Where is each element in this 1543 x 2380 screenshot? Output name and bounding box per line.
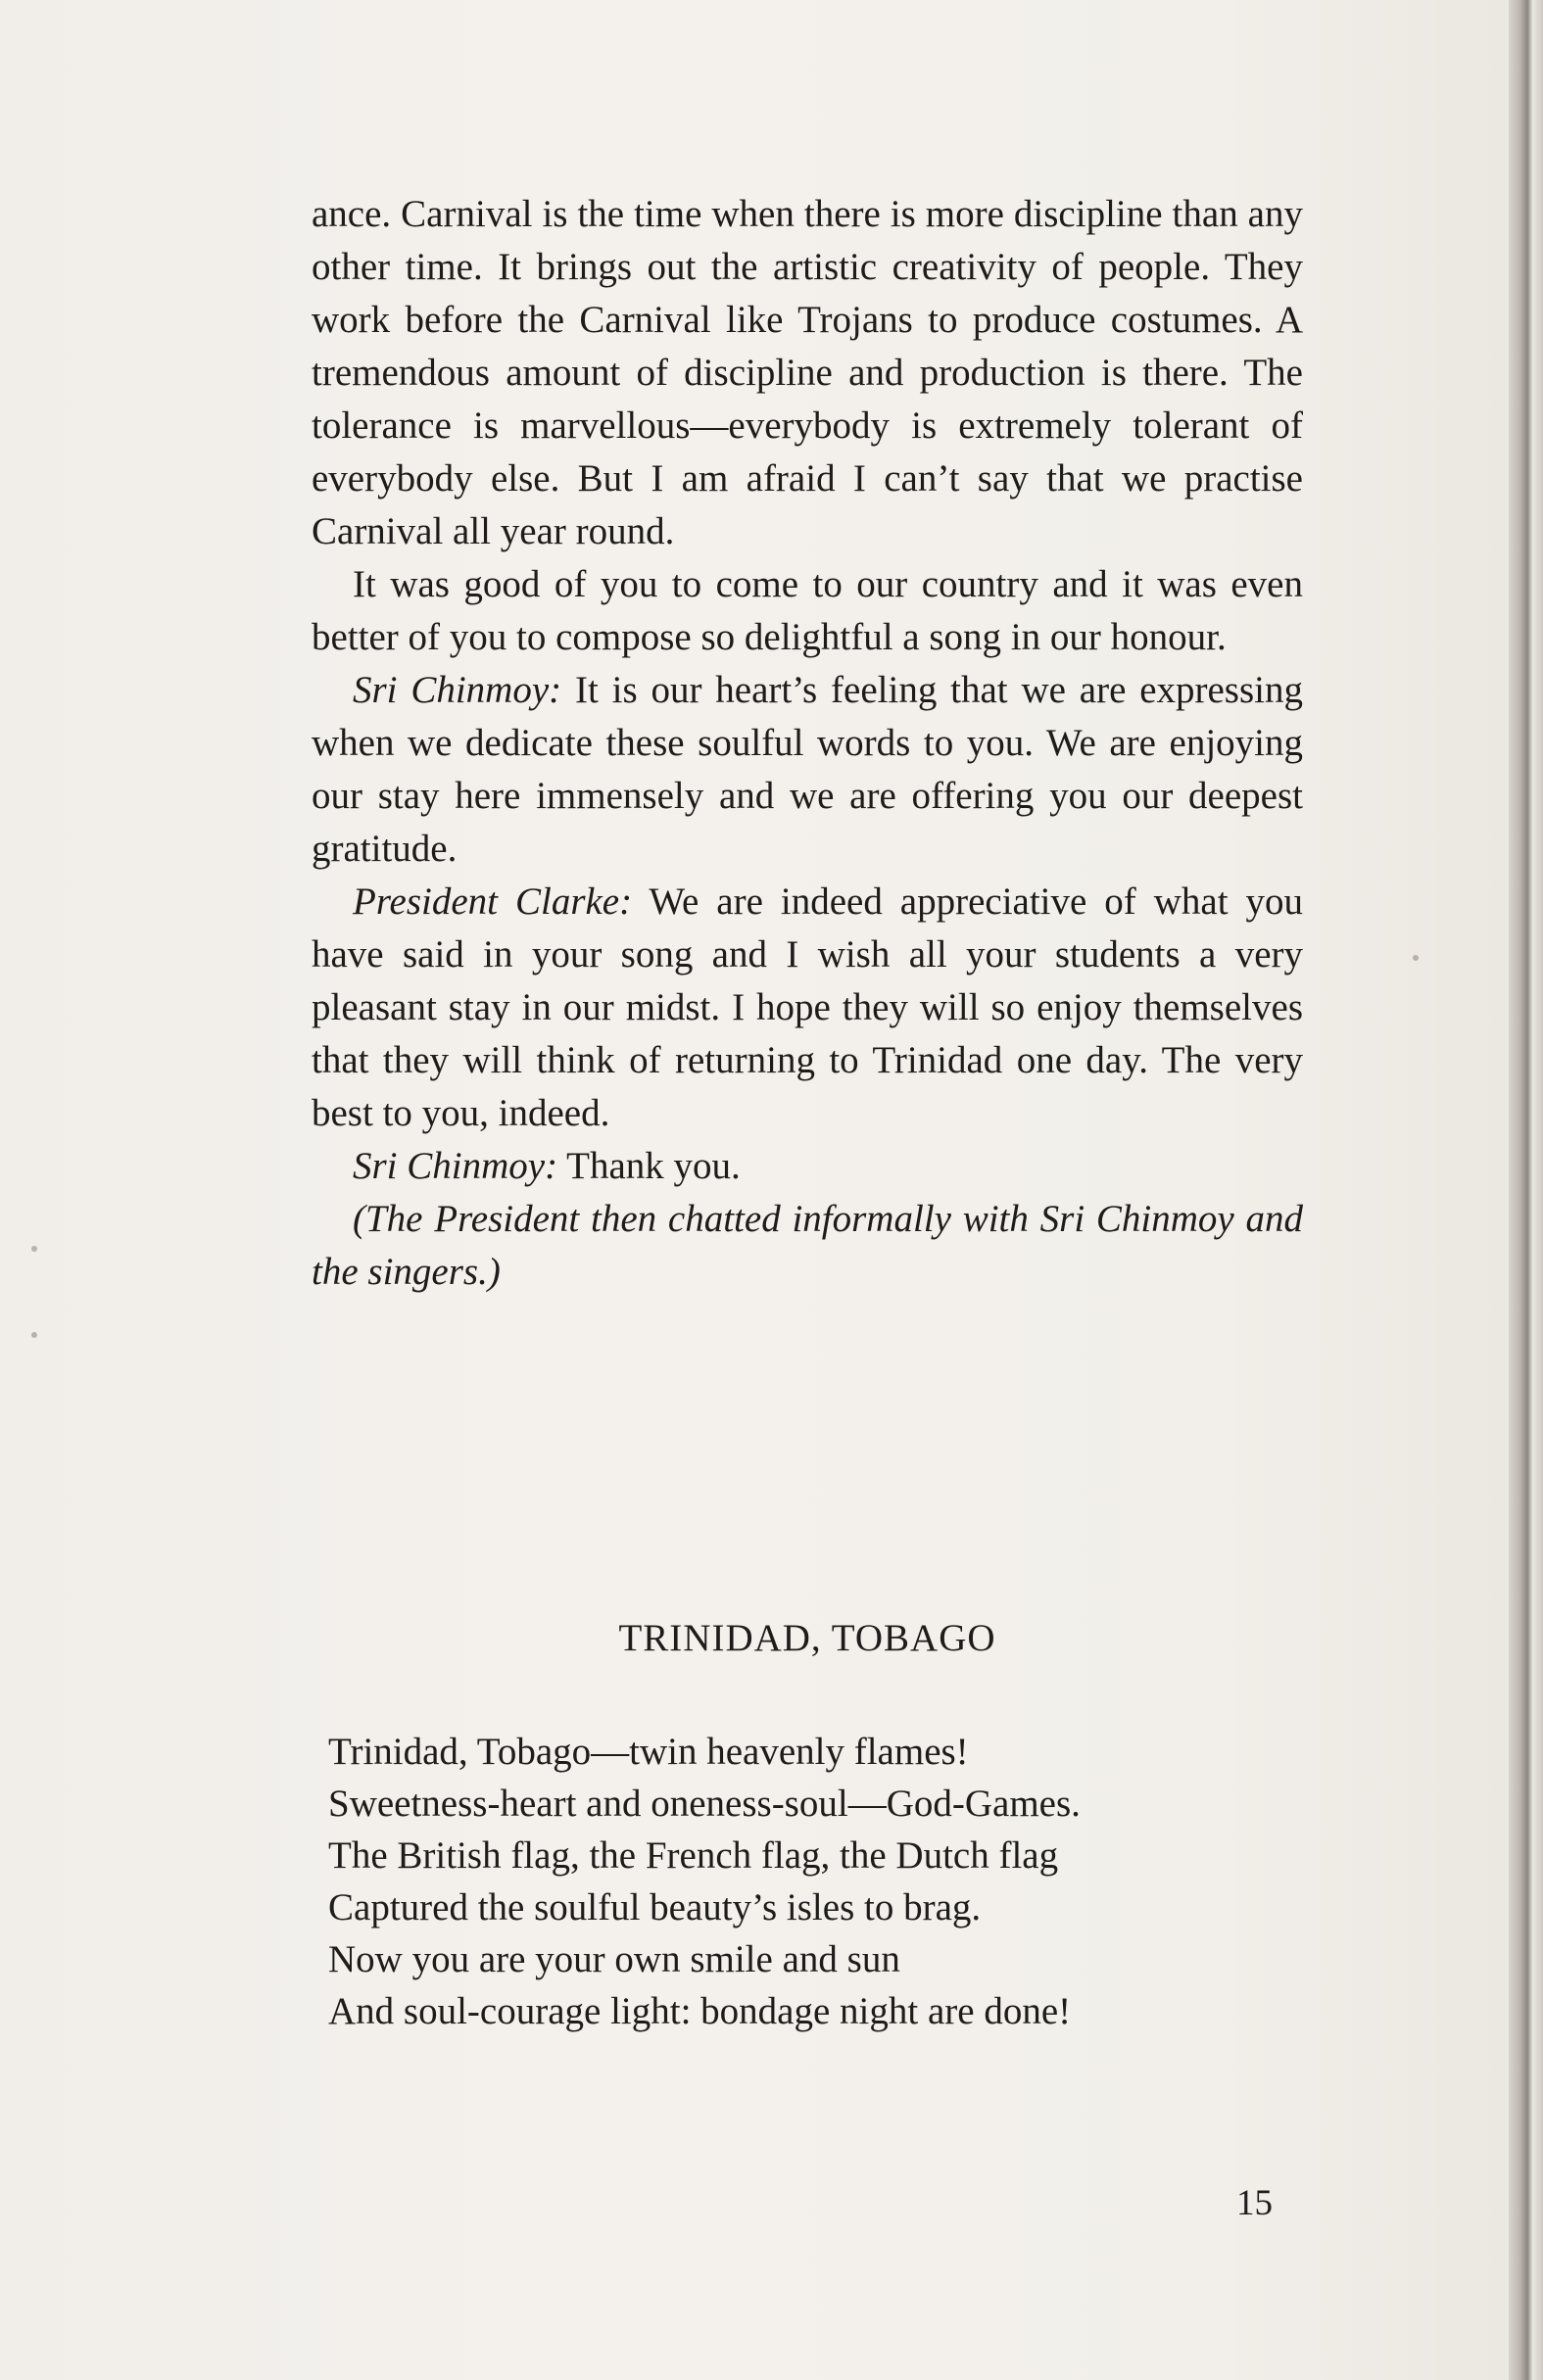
paragraph-text: We are indeed appreciative of what you have said in your song and I wish all your students a very pleasant stay in our midst. I hope they will so enjoy themselves that they will think of returning to Trinidad one day. The very best to you, indeed.: [312, 881, 1303, 1134]
page-mark: [31, 1246, 37, 1252]
paragraph-text: Thank you.: [557, 1145, 741, 1187]
speaker-name: Sri Chinmoy:: [353, 669, 562, 711]
paragraph-text: ance. Carnival is the time when there is more discipline than any other time. It brings out the artistic creativity of people. They work before the Carnival like Trojans to produce costumes. A tremendous amount of discipline and production is there. The tolerance is marvellous—everybody is extremely tolerant of everybody else. But I am afraid I can’t say that we practise Carnival all year round.: [312, 193, 1303, 552]
poem-line: The British flag, the French flag, the Dutch flag: [328, 1834, 1059, 1877]
poem-title: TRINIDAD, TOBAGO: [618, 1617, 996, 1659]
poem-line: Trinidad, Tobago—twin heavenly flames!: [328, 1731, 969, 1773]
paragraph: [312, 558, 1303, 664]
page-number: 15: [1236, 2183, 1273, 2223]
speaker-name: Sri Chinmoy:: [353, 1145, 558, 1187]
paragraph: [312, 188, 1303, 558]
prose-text: [312, 188, 1303, 1299]
book-spine-edge: [1509, 0, 1543, 2380]
paragraph: [312, 876, 1303, 1140]
poem-line: And soul-courage light: bondage night are done!: [328, 1990, 1072, 2032]
poem-line: Captured the soulful beauty’s isles to brag.: [328, 1886, 982, 1928]
stage-direction: (The President then chatted informally with Sri Chinmoy and the singers.): [312, 1198, 1303, 1293]
paragraph: [312, 1140, 1303, 1193]
paragraph-text: It was good of you to come to our country and it was even better of you to compose so delightful a song in our honour.: [312, 563, 1303, 658]
poem-line: Now you are your own smile and sun: [328, 1938, 900, 1980]
page-mark: [1413, 955, 1419, 961]
page-mark: [31, 1332, 37, 1338]
poem-line: Sweetness-heart and oneness-soul—God-Games.: [328, 1783, 1081, 1825]
paragraph-text: It is our heart’s feeling that we are expressing when we dedicate these soulful words to you. We are enjoying our stay here immensely and we are offering you our deepest gratitude.: [312, 669, 1303, 870]
speaker-name: President Clarke:: [353, 881, 633, 923]
paragraph: [312, 664, 1303, 876]
poem: [328, 1726, 1308, 2037]
